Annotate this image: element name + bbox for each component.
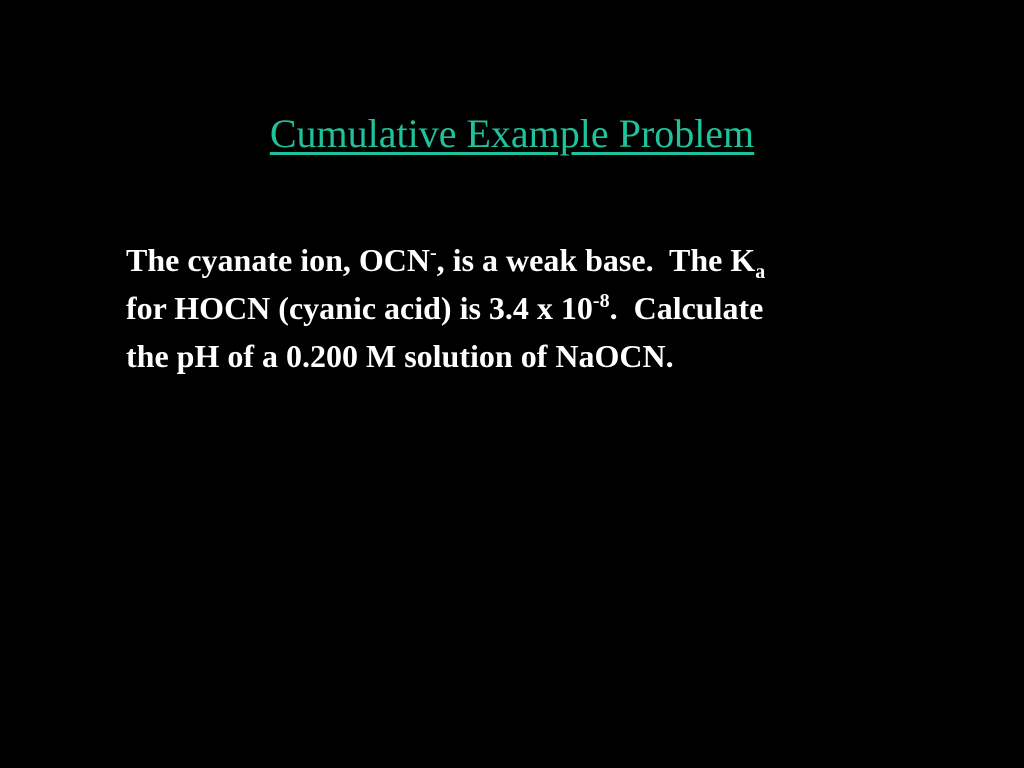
ion-charge-superscript: - xyxy=(430,242,437,264)
line-1-text-a: The cyanate ion, OCN xyxy=(126,242,430,278)
ka-subscript: a xyxy=(755,261,766,283)
slide-title: Cumulative Example Problem xyxy=(269,111,755,156)
problem-statement xyxy=(126,236,956,380)
exponent-superscript: -8 xyxy=(592,290,610,312)
problem-line-1 xyxy=(126,236,956,284)
problem-line-3: the pH of a 0.200 M solution of NaOCN. xyxy=(126,338,674,374)
line-2-text-a: for HOCN (cyanic acid) is 3.4 x 10 xyxy=(126,290,593,326)
problem-line-2 xyxy=(126,284,956,332)
line-2-text-b: . Calculate xyxy=(609,290,764,326)
line-1-text-b: , is a weak base. The K xyxy=(436,242,756,278)
